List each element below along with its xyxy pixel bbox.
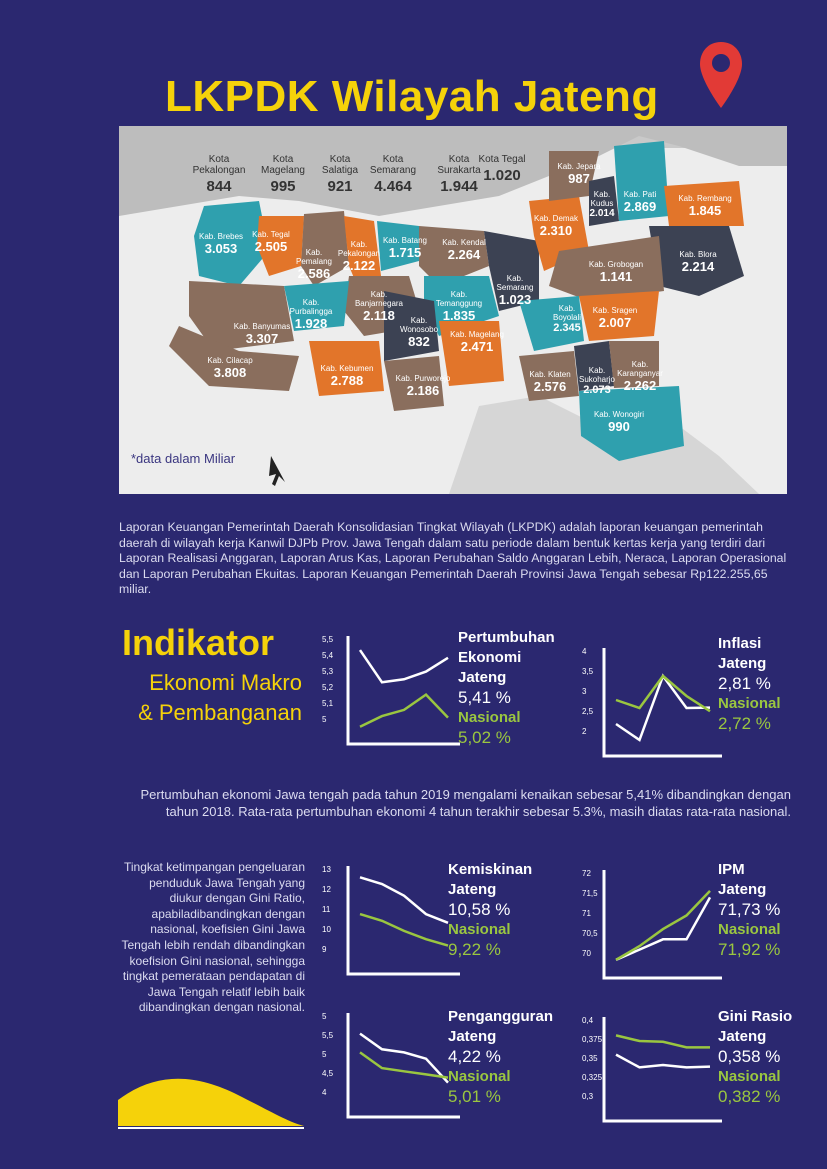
chart-title: Pertumbuhan Ekonomi [458,629,555,666]
chart-svg [320,858,570,993]
curve-decoration [118,1070,304,1130]
y-tick-label: 9 [322,945,327,954]
series-name: Nasional [458,709,521,726]
chart-title-block [718,1007,792,1107]
y-tick-label: 5,4 [322,651,334,660]
series-line-nasional [360,695,448,727]
kab-label: Kab. Demak 2.310 [533,214,579,238]
series-value: 71,73 % [718,900,781,919]
series-value: 5,02 % [458,728,511,747]
y-tick-label: 5 [322,1012,327,1021]
series-line-jateng [616,676,710,740]
y-tick-label: 10 [322,925,331,934]
y-tick-label: 11 [322,905,331,914]
chart-ipm [580,858,795,993]
series-line-jateng [360,650,448,682]
y-tick-label: 5,1 [322,699,334,708]
kab-label: Kab. Pekalongan 2.122 [337,240,381,273]
growth-text: Pertumbuhan ekonomi Jawa tengah pada tahun 2019 mengalami kenaikan sebesar 5,41% dibandingkan dengan tahun 2018. Rata-rata pertumbuhan ekonomi 4 tahun terakhir sebesar 5.3%, masih diatas rata-rata nasional. [140,787,791,819]
series-value: 5,41 % [458,688,511,707]
y-tick-label: 0,35 [582,1054,598,1063]
y-tick-label: 12 [322,885,331,894]
kab-label: Kab. Kebumen 2.788 [320,364,374,388]
chart-gini [580,1005,795,1135]
kab-label: Kab. Kudus 2.014 [589,190,615,219]
kab-label: Kab. Magelang 2.471 [450,330,504,354]
kab-label: Kab. Banjarnegara 2.118 [354,290,404,323]
y-tick-label: 4 [582,647,587,656]
chart-kemiskinan [320,858,570,993]
kab-label: Kab. Temanggung 1.835 [435,290,483,323]
y-tick-label: 70 [582,949,591,958]
y-tick-label: 5,5 [322,1031,334,1040]
series-name: Jateng [718,655,767,672]
y-tick-label: 4 [322,1088,327,1097]
y-tick-label: 2,5 [582,707,594,716]
y-tick-label: 71 [582,909,591,918]
y-tick-label: 5,3 [322,667,334,676]
kab-label: Kab. Sukoharjo 2.073 [578,366,616,396]
chart-pertumbuhan [320,626,570,761]
y-tick-label: 0,4 [582,1016,594,1025]
kab-label: Kab. Banyumas 3.307 [233,322,291,346]
kota-label: Kota Semarang 4.464 [369,154,417,195]
y-tick-label: 0,3 [582,1092,594,1101]
kab-label: Kab. Sragen 2.007 [592,306,638,330]
kota-label: Kota Tegal 1.020 [478,154,526,184]
series-name: Nasional [718,695,781,712]
y-tick-label: 0,325 [582,1073,603,1082]
map-note: *data dalam Miliar [131,451,236,466]
kab-label: Kab. Wonogiri 990 [593,410,645,434]
chart-axis [348,636,460,744]
series-name: Jateng [458,669,507,686]
indikator-subtitle: Ekonomi Makro & Pembanganan [138,670,302,725]
chart-title: Gini Rasio [718,1008,793,1025]
kab-label: Kab. Semarang 1.023 [496,274,534,307]
indikator-heading: Indikator [122,622,275,663]
kab-label: Kab. Brebes 3.053 [198,232,244,256]
series-name: Jateng [448,881,497,898]
chart-pengangguran [320,1005,570,1135]
gini-text: Tingkat ketimpangan pengeluaran penduduk Jawa Tengah yang diukur dengan Gini Ratio, apabiladibandingkan dengan nasional, koefisien Gini Jawa Tengah lebih rendah dibandingkan koefision Gini nasional, sehingga tingkat pemerataan pendapatan di Jawa Tengah relatif lebih baik dibandingkan dengan nasional. [121,860,305,1015]
series-value: 9,22 % [448,940,501,959]
chart-title-block [718,634,781,734]
kota-label: Kota Pekalongan 844 [192,154,246,195]
series-line-nasional [616,676,710,711]
chart-axis [604,1017,722,1121]
series-value: 2,81 % [718,674,771,693]
kab-label: Kab. Jepara 987 [557,162,601,186]
chart-inflasi [580,632,795,767]
y-tick-label: 5 [322,1050,327,1059]
series-line-nasional [616,891,710,960]
series-name: Nasional [448,1068,511,1085]
y-tick-label: 72 [582,869,591,878]
series-value: 10,58 % [448,900,511,919]
kab-label: Kab. Karanganyar 2.262 [617,360,663,393]
cursor-arrow-icon [269,456,285,486]
kab-label: Kab. Klaten 2.576 [529,370,571,394]
kab-label: Kab. Purbalingga 1.928 [289,298,333,331]
y-tick-label: 70,5 [582,929,598,938]
y-tick-label: 2 [582,727,587,736]
y-tick-label: 5,5 [322,635,334,644]
series-value: 4,22 % [448,1047,501,1066]
series-line-jateng [360,877,448,923]
kab-label: Kab. Rembang 1.845 [678,194,732,218]
chart-title-block [718,860,781,960]
chart-title: Pengangguran [448,1008,554,1025]
series-name: Nasional [718,921,781,938]
kab-label: Kab. Boyolali 2.345 [552,304,581,334]
series-line-nasional [616,1035,710,1047]
description-text: Laporan Keuangan Pemerintah Daerah Konsolidasian Tingkat Wilayah (LKPDK) adalah laporan keuangan pemerintah daerah di wilayah kerja Kanwil DJPb Prov. Jawa Tengah dalam satu periode dalam bentuk kertas kerja yang terdiri dari Laporan Realisasi Anggaran, Laporan Arus Kas, Laporan Perubahan Saldo Anggaran Lebih, Neraca, Laporan Operasional dan Laporan Perubahan Ekuitas. Laporan Keuangan Pemerintah Daerah Provinsi Jawa Tengah sebesar Rp122.255,65 miliar. [119,520,787,596]
y-tick-label: 13 [322,865,331,874]
series-value: 5,01 % [448,1087,501,1106]
chart-title: Inflasi [718,635,762,652]
kab-label: Kab. Tegal 2.505 [252,230,290,254]
chart-title-block [458,628,570,748]
series-value: 2,72 % [718,714,771,733]
y-tick-label: 3 [582,687,587,696]
kab-label: Kab. Pemalang 2.586 [295,248,333,281]
kota-label: Kota Magelang 995 [261,154,305,195]
kab-label: Kab. Batang 1.715 [382,236,428,260]
series-name: Jateng [448,1028,497,1045]
kab-label: Kab. Grobogan 1.141 [588,260,644,284]
y-tick-label: 71,5 [582,889,598,898]
kab-label: Kab. Pati 2.869 [623,190,657,214]
chart-title: Kemiskinan [448,861,533,878]
y-tick-label: 5,2 [322,683,334,692]
series-value: 0,382 % [718,1087,781,1106]
series-name: Jateng [718,1028,767,1045]
chart-title-block [448,860,532,960]
series-name: Nasional [448,921,511,938]
location-pin-icon [697,40,745,112]
jateng-map [119,126,787,494]
y-tick-label: 4,5 [322,1069,334,1078]
page-title: LKPDK Wilayah Jateng [165,72,659,121]
chart-title: IPM [718,861,745,878]
kab-label: Kab. Kendal 2.264 [442,238,486,262]
kab-label: Kab. Wonosobo 832 [399,316,439,349]
kab-label: Kab. Cilacap 3.808 [207,356,253,380]
chart-axis [348,1013,460,1117]
series-value: 0,358 % [718,1047,781,1066]
series-name: Jateng [718,881,767,898]
series-line-jateng [616,1055,710,1068]
y-tick-label: 3,5 [582,667,594,676]
series-line-nasional [360,1052,448,1077]
kab-label: Kab. Blora 2.214 [679,250,717,274]
series-name: Nasional [718,1068,781,1085]
chart-axis [604,870,722,978]
series-value: 71,92 % [718,940,781,959]
chart-title-block [448,1007,553,1107]
kota-label: Kota Salatiga 921 [321,154,359,195]
y-tick-label: 5 [322,715,327,724]
kota-label: Kota Surakarta 1.944 [437,154,481,195]
kab-label: Kab. Purworejo 2.186 [395,374,451,398]
y-tick-label: 0,375 [582,1035,603,1044]
